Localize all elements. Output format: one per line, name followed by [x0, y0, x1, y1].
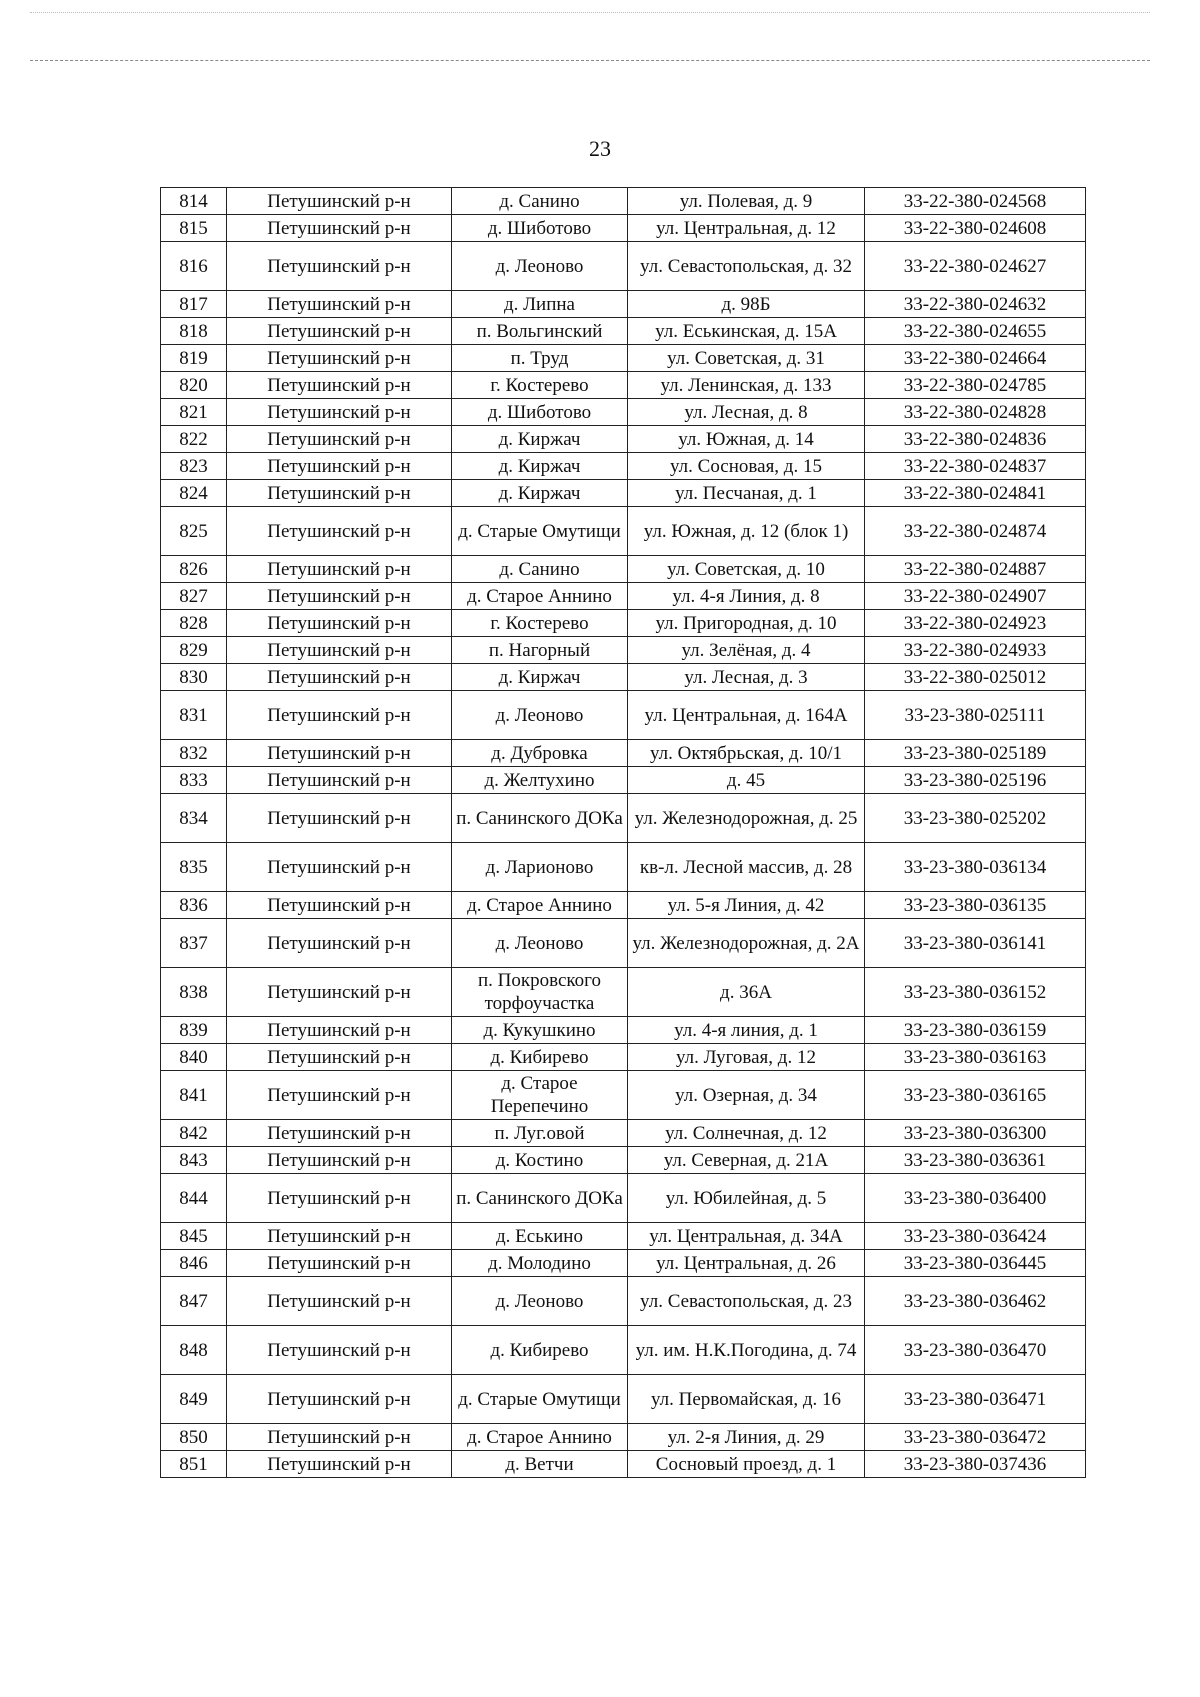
address-cell: ул. 5-я Линия, д. 42	[628, 892, 865, 919]
district-cell: Петушинский р-н	[227, 1223, 452, 1250]
table-row	[161, 1375, 1086, 1424]
table-row	[161, 345, 1086, 372]
locality-cell: д. Леоново	[452, 691, 628, 740]
locality-cell: п. Санинского ДОКа	[452, 794, 628, 843]
registry-code-cell: 33-23-380-036400	[865, 1174, 1086, 1223]
locality-cell: п. Луг.овой	[452, 1120, 628, 1147]
row-number-cell: 814	[161, 188, 227, 215]
address-cell: ул. Южная, д. 12 (блок 1)	[628, 507, 865, 556]
row-number-cell: 823	[161, 453, 227, 480]
registry-code-cell: 33-23-380-036445	[865, 1250, 1086, 1277]
locality-cell: г. Костерево	[452, 610, 628, 637]
locality-cell: д. Старое Аннино	[452, 583, 628, 610]
locality-cell: д. Старые Омутищи	[452, 1375, 628, 1424]
registry-code-cell: 33-22-380-024887	[865, 556, 1086, 583]
address-cell: ул. им. Н.К.Погодина, д. 74	[628, 1326, 865, 1375]
row-number-cell: 841	[161, 1071, 227, 1120]
registry-code-cell: 33-22-380-024655	[865, 318, 1086, 345]
locality-cell: д. Молодино	[452, 1250, 628, 1277]
district-cell: Петушинский р-н	[227, 794, 452, 843]
row-number-cell: 825	[161, 507, 227, 556]
table-row	[161, 691, 1086, 740]
registry-code-cell: 33-22-380-024828	[865, 399, 1086, 426]
address-cell: ул. Солнечная, д. 12	[628, 1120, 865, 1147]
locality-cell: д. Киржач	[452, 426, 628, 453]
row-number-cell: 832	[161, 740, 227, 767]
address-cell: ул. 2-я Линия, д. 29	[628, 1424, 865, 1451]
locality-cell: д. Кибирево	[452, 1326, 628, 1375]
registry-code-cell: 33-23-380-036300	[865, 1120, 1086, 1147]
address-cell: ул. Зелёная, д. 4	[628, 637, 865, 664]
table-row	[161, 740, 1086, 767]
table-row	[161, 1277, 1086, 1326]
address-cell: ул. Лесная, д. 8	[628, 399, 865, 426]
district-cell: Петушинский р-н	[227, 1326, 452, 1375]
locality-cell: п. Санинского ДОКа	[452, 1174, 628, 1223]
district-cell: Петушинский р-н	[227, 1174, 452, 1223]
address-cell: ул. Севастопольская, д. 23	[628, 1277, 865, 1326]
district-cell: Петушинский р-н	[227, 919, 452, 968]
table-row	[161, 637, 1086, 664]
district-cell: Петушинский р-н	[227, 1451, 452, 1478]
row-number-cell: 829	[161, 637, 227, 664]
registry-table	[160, 187, 1086, 1478]
locality-cell: д. Леоново	[452, 1277, 628, 1326]
registry-code-cell: 33-23-380-036471	[865, 1375, 1086, 1424]
registry-code-cell: 33-22-380-025012	[865, 664, 1086, 691]
row-number-cell: 844	[161, 1174, 227, 1223]
locality-cell: г. Костерево	[452, 372, 628, 399]
registry-code-cell: 33-22-380-024632	[865, 291, 1086, 318]
registry-code-cell: 33-23-380-036163	[865, 1044, 1086, 1071]
table-row	[161, 583, 1086, 610]
locality-cell: д. Шиботово	[452, 399, 628, 426]
table-row	[161, 892, 1086, 919]
district-cell: Петушинский р-н	[227, 426, 452, 453]
district-cell: Петушинский р-н	[227, 556, 452, 583]
district-cell: Петушинский р-н	[227, 1044, 452, 1071]
address-cell: ул. Полевая, д. 9	[628, 188, 865, 215]
row-number-cell: 820	[161, 372, 227, 399]
scan-artifact-top	[30, 12, 1150, 13]
table-row	[161, 664, 1086, 691]
address-cell: ул. Советская, д. 10	[628, 556, 865, 583]
district-cell: Петушинский р-н	[227, 1277, 452, 1326]
registry-table-body	[161, 188, 1086, 1478]
table-row	[161, 318, 1086, 345]
locality-cell: п. Покровского торфоучастка	[452, 968, 628, 1017]
address-cell: д. 36А	[628, 968, 865, 1017]
address-cell: ул. Лесная, д. 3	[628, 664, 865, 691]
locality-cell: п. Труд	[452, 345, 628, 372]
scan-artifact-line	[30, 60, 1150, 61]
table-row	[161, 767, 1086, 794]
row-number-cell: 849	[161, 1375, 227, 1424]
registry-code-cell: 33-23-380-037436	[865, 1451, 1086, 1478]
locality-cell: д. Дубровка	[452, 740, 628, 767]
locality-cell: д. Желтухино	[452, 767, 628, 794]
row-number-cell: 837	[161, 919, 227, 968]
registry-code-cell: 33-22-380-024907	[865, 583, 1086, 610]
district-cell: Петушинский р-н	[227, 453, 452, 480]
address-cell: ул. Луговая, д. 12	[628, 1044, 865, 1071]
registry-code-cell: 33-23-380-036470	[865, 1326, 1086, 1375]
table-row	[161, 215, 1086, 242]
table-row	[161, 507, 1086, 556]
table-row	[161, 242, 1086, 291]
address-cell: кв-л. Лесной массив, д. 28	[628, 843, 865, 892]
table-row	[161, 1250, 1086, 1277]
address-cell: ул. 4-я Линия, д. 8	[628, 583, 865, 610]
address-cell: ул. Центральная, д. 12	[628, 215, 865, 242]
district-cell: Петушинский р-н	[227, 242, 452, 291]
table-row	[161, 1223, 1086, 1250]
table-row	[161, 1174, 1086, 1223]
registry-code-cell: 33-23-380-036135	[865, 892, 1086, 919]
row-number-cell: 826	[161, 556, 227, 583]
registry-code-cell: 33-23-380-036462	[865, 1277, 1086, 1326]
district-cell: Петушинский р-н	[227, 691, 452, 740]
address-cell: ул. Октябрьская, д. 10/1	[628, 740, 865, 767]
registry-code-cell: 33-23-380-025111	[865, 691, 1086, 740]
row-number-cell: 815	[161, 215, 227, 242]
address-cell: ул. 4-я линия, д. 1	[628, 1017, 865, 1044]
address-cell: ул. Ленинская, д. 133	[628, 372, 865, 399]
registry-code-cell: 33-23-380-036152	[865, 968, 1086, 1017]
table-row	[161, 610, 1086, 637]
registry-code-cell: 33-23-380-025196	[865, 767, 1086, 794]
registry-code-cell: 33-23-380-036472	[865, 1424, 1086, 1451]
district-cell: Петушинский р-н	[227, 1120, 452, 1147]
registry-code-cell: 33-22-380-024841	[865, 480, 1086, 507]
registry-code-cell: 33-23-380-036159	[865, 1017, 1086, 1044]
registry-code-cell: 33-22-380-024933	[865, 637, 1086, 664]
table-row	[161, 453, 1086, 480]
table-row	[161, 372, 1086, 399]
row-number-cell: 848	[161, 1326, 227, 1375]
row-number-cell: 830	[161, 664, 227, 691]
address-cell: ул. Севастопольская, д. 32	[628, 242, 865, 291]
district-cell: Петушинский р-н	[227, 843, 452, 892]
table-row	[161, 1326, 1086, 1375]
district-cell: Петушинский р-н	[227, 215, 452, 242]
table-row	[161, 968, 1086, 1017]
registry-code-cell: 33-23-380-036141	[865, 919, 1086, 968]
locality-cell: д. Леоново	[452, 919, 628, 968]
table-row	[161, 1147, 1086, 1174]
table-row	[161, 1451, 1086, 1478]
registry-code-cell: 33-23-380-025202	[865, 794, 1086, 843]
district-cell: Петушинский р-н	[227, 399, 452, 426]
page-number: 23	[589, 136, 611, 161]
row-number-cell: 821	[161, 399, 227, 426]
district-cell: Петушинский р-н	[227, 1375, 452, 1424]
district-cell: Петушинский р-н	[227, 610, 452, 637]
row-number-cell: 839	[161, 1017, 227, 1044]
locality-cell: д. Санино	[452, 556, 628, 583]
table-row	[161, 426, 1086, 453]
district-cell: Петушинский р-н	[227, 740, 452, 767]
locality-cell: д. Старые Омутищи	[452, 507, 628, 556]
row-number-cell: 817	[161, 291, 227, 318]
table-row	[161, 1120, 1086, 1147]
district-cell: Петушинский р-н	[227, 1017, 452, 1044]
district-cell: Петушинский р-н	[227, 318, 452, 345]
table-row	[161, 794, 1086, 843]
address-cell: ул. Центральная, д. 26	[628, 1250, 865, 1277]
address-cell: ул. Центральная, д. 34А	[628, 1223, 865, 1250]
registry-code-cell: 33-23-380-036424	[865, 1223, 1086, 1250]
table-row	[161, 556, 1086, 583]
address-cell: ул. Сосновая, д. 15	[628, 453, 865, 480]
row-number-cell: 836	[161, 892, 227, 919]
registry-code-cell: 33-22-380-024837	[865, 453, 1086, 480]
address-cell: ул. Пригородная, д. 10	[628, 610, 865, 637]
row-number-cell: 838	[161, 968, 227, 1017]
district-cell: Петушинский р-н	[227, 968, 452, 1017]
district-cell: Петушинский р-н	[227, 767, 452, 794]
district-cell: Петушинский р-н	[227, 1071, 452, 1120]
row-number-cell: 850	[161, 1424, 227, 1451]
row-number-cell: 819	[161, 345, 227, 372]
district-cell: Петушинский р-н	[227, 583, 452, 610]
row-number-cell: 827	[161, 583, 227, 610]
row-number-cell: 842	[161, 1120, 227, 1147]
district-cell: Петушинский р-н	[227, 345, 452, 372]
locality-cell: д. Санино	[452, 188, 628, 215]
locality-cell: д. Костино	[452, 1147, 628, 1174]
row-number-cell: 834	[161, 794, 227, 843]
locality-cell: д. Киржач	[452, 664, 628, 691]
address-cell: ул. Озерная, д. 34	[628, 1071, 865, 1120]
locality-cell: д. Старое Перепечино	[452, 1071, 628, 1120]
row-number-cell: 843	[161, 1147, 227, 1174]
district-cell: Петушинский р-н	[227, 480, 452, 507]
district-cell: Петушинский р-н	[227, 1424, 452, 1451]
locality-cell: д. Старое Аннино	[452, 892, 628, 919]
address-cell: ул. Советская, д. 31	[628, 345, 865, 372]
table-row	[161, 843, 1086, 892]
address-cell: ул. Первомайская, д. 16	[628, 1375, 865, 1424]
locality-cell: д. Кукушкино	[452, 1017, 628, 1044]
district-cell: Петушинский р-н	[227, 1147, 452, 1174]
table-row	[161, 188, 1086, 215]
district-cell: Петушинский р-н	[227, 372, 452, 399]
district-cell: Петушинский р-н	[227, 664, 452, 691]
registry-code-cell: 33-22-380-024923	[865, 610, 1086, 637]
locality-cell: д. Ларионово	[452, 843, 628, 892]
row-number-cell: 835	[161, 843, 227, 892]
address-cell: ул. Еськинская, д. 15А	[628, 318, 865, 345]
table-row	[161, 1044, 1086, 1071]
table-row	[161, 1424, 1086, 1451]
address-cell: д. 45	[628, 767, 865, 794]
row-number-cell: 846	[161, 1250, 227, 1277]
row-number-cell: 851	[161, 1451, 227, 1478]
row-number-cell: 833	[161, 767, 227, 794]
row-number-cell: 824	[161, 480, 227, 507]
registry-code-cell: 33-23-380-036361	[865, 1147, 1086, 1174]
address-cell: Сосновый проезд, д. 1	[628, 1451, 865, 1478]
table-row	[161, 480, 1086, 507]
address-cell: ул. Юбилейная, д. 5	[628, 1174, 865, 1223]
table-row	[161, 399, 1086, 426]
locality-cell: п. Нагорный	[452, 637, 628, 664]
locality-cell: д. Кибирево	[452, 1044, 628, 1071]
district-cell: Петушинский р-н	[227, 291, 452, 318]
district-cell: Петушинский р-н	[227, 507, 452, 556]
row-number-cell: 840	[161, 1044, 227, 1071]
registry-code-cell: 33-23-380-025189	[865, 740, 1086, 767]
locality-cell: д. Киржач	[452, 480, 628, 507]
row-number-cell: 818	[161, 318, 227, 345]
registry-code-cell: 33-22-380-024664	[865, 345, 1086, 372]
district-cell: Петушинский р-н	[227, 892, 452, 919]
locality-cell: п. Вольгинский	[452, 318, 628, 345]
locality-cell: д. Киржач	[452, 453, 628, 480]
district-cell: Петушинский р-н	[227, 637, 452, 664]
registry-code-cell: 33-23-380-036165	[865, 1071, 1086, 1120]
locality-cell: д. Липна	[452, 291, 628, 318]
table-row	[161, 1017, 1086, 1044]
address-cell: ул. Железнодорожная, д. 2А	[628, 919, 865, 968]
locality-cell: д. Шиботово	[452, 215, 628, 242]
locality-cell: д. Еськино	[452, 1223, 628, 1250]
address-cell: ул. Песчаная, д. 1	[628, 480, 865, 507]
row-number-cell: 845	[161, 1223, 227, 1250]
address-cell: ул. Северная, д. 21А	[628, 1147, 865, 1174]
row-number-cell: 831	[161, 691, 227, 740]
registry-code-cell: 33-22-380-024785	[865, 372, 1086, 399]
locality-cell: д. Старое Аннино	[452, 1424, 628, 1451]
address-cell: ул. Центральная, д. 164А	[628, 691, 865, 740]
table-row	[161, 291, 1086, 318]
row-number-cell: 822	[161, 426, 227, 453]
table-row	[161, 1071, 1086, 1120]
registry-code-cell: 33-22-380-024836	[865, 426, 1086, 453]
row-number-cell: 847	[161, 1277, 227, 1326]
address-cell: д. 98Б	[628, 291, 865, 318]
locality-cell: д. Ветчи	[452, 1451, 628, 1478]
district-cell: Петушинский р-н	[227, 1250, 452, 1277]
registry-code-cell: 33-23-380-036134	[865, 843, 1086, 892]
table-row	[161, 919, 1086, 968]
registry-code-cell: 33-22-380-024627	[865, 242, 1086, 291]
district-cell: Петушинский р-н	[227, 188, 452, 215]
registry-code-cell: 33-22-380-024568	[865, 188, 1086, 215]
address-cell: ул. Железнодорожная, д. 25	[628, 794, 865, 843]
row-number-cell: 828	[161, 610, 227, 637]
registry-code-cell: 33-22-380-024874	[865, 507, 1086, 556]
row-number-cell: 816	[161, 242, 227, 291]
address-cell: ул. Южная, д. 14	[628, 426, 865, 453]
locality-cell: д. Леоново	[452, 242, 628, 291]
registry-code-cell: 33-22-380-024608	[865, 215, 1086, 242]
